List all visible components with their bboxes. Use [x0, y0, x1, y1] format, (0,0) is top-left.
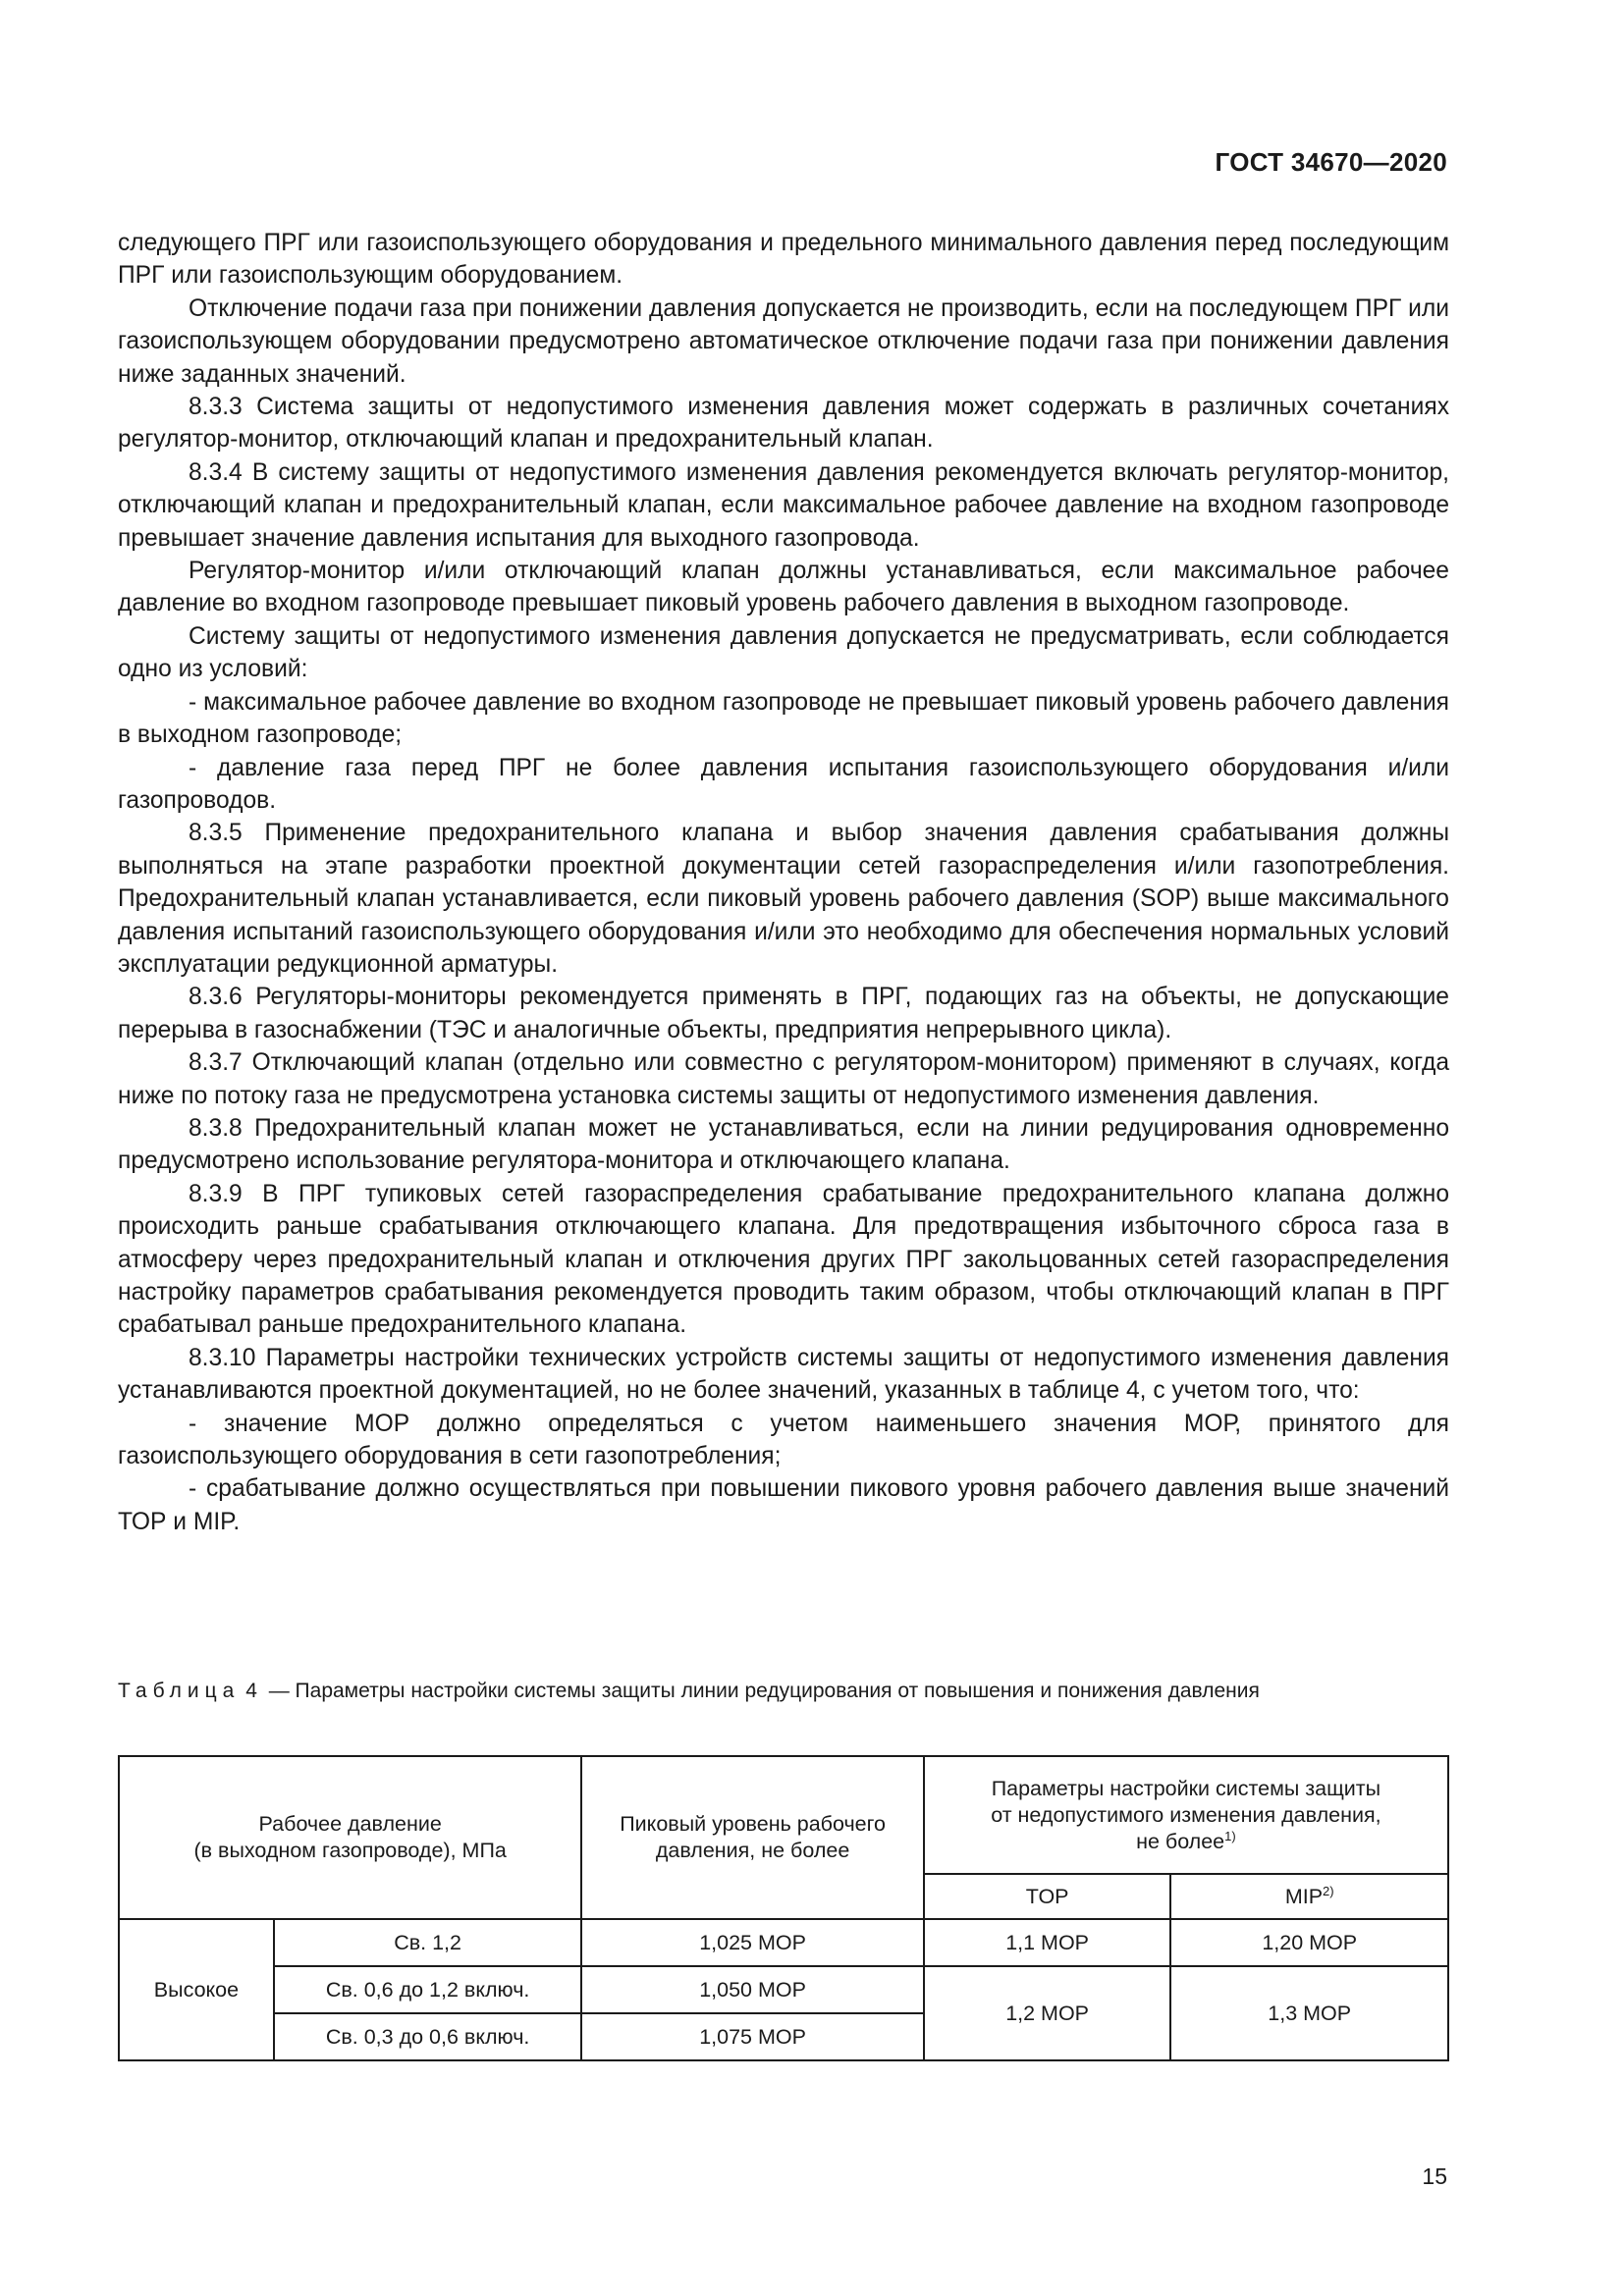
header-peak-level: Пиковый уровень рабочего давления, не более	[581, 1756, 923, 1919]
paragraph: 8.3.6 Регуляторы-мониторы рекомендуется применять в ПРГ, подающих газ на объекты, не допускающие перерыва в газоснабжении (ТЭС и аналогичные объекты, предприятия непрерывного цикла).	[118, 984, 1449, 1043]
paragraph: 8.3.8 Предохранительный клапан может не устанавливаться, если на линии редуцирования одновременно предусмотрено использование регулятора-монитора и отключающего клапана.	[118, 1114, 1449, 1175]
pressure-range-cell: Св. 0,6 до 1,2 включ.	[274, 1966, 581, 2013]
top-cell: 1,1 MOP	[924, 1919, 1171, 1966]
list-item: - значение МОР должно определяться с учетом наименьшего значения МОР, принятого для газоиспользующего оборудования в сети газопотребления;	[118, 1410, 1449, 1470]
paragraph: Отключение подачи газа при понижении давления допускается не производить, если на последующем ПРГ или газоиспользующем оборудовании предусмотрено автоматическое отключение подачи газа при понижении давления ниже заданных значений.	[118, 294, 1449, 388]
header-mip-text: MIP	[1284, 1884, 1324, 1908]
header-top: TOP	[924, 1874, 1171, 1919]
header-protection-settings	[924, 1756, 1448, 1874]
mip-cell: 1,20 MOP	[1170, 1919, 1448, 1966]
parameters-table	[118, 1755, 1449, 2061]
pressure-group-cell: Высокое	[119, 1919, 274, 2060]
body-text	[118, 227, 1449, 1538]
peak-level-cell: 1,075 MOP	[581, 2013, 923, 2060]
paragraph: 8.3.7 Отключающий клапан (отдельно или совместно с регулятором-монитором) применяют в случаях, когда ниже по потоку газа не предусмотрена установка системы защиты от недопустимого изменения давления.	[118, 1049, 1449, 1109]
top-cell: 1,2 MOP	[924, 1966, 1171, 2060]
peak-level-cell: 1,025 MOP	[581, 1919, 923, 1966]
list-item: - максимальное рабочее давление во входном газопроводе не превышает пиковый уровень рабочего давления в выходном газопроводе;	[118, 688, 1449, 749]
peak-level-cell: 1,050 MOP	[581, 1966, 923, 2013]
table-row	[119, 1966, 1448, 2013]
mip-cell: 1,3 MOP	[1170, 1966, 1448, 2060]
list-item: - давление газа перед ПРГ не более давления испытания газоиспользующего оборудования и/или газопроводов.	[118, 754, 1449, 814]
footnote-ref-1: 1)	[1224, 1828, 1236, 1843]
paragraph: Систему защиты от недопустимого изменения давления допускается не предусматривать, если соблюдается одно из условий:	[118, 622, 1449, 683]
document-code: ГОСТ 34670—2020	[1215, 147, 1447, 177]
paragraph: 8.3.10 Параметры настройки технических устройств системы защиты от недопустимого изменения давления устанавливаются проектной документацией, но не более значений, указанных в таблице 4, с учетом того, что:	[118, 1344, 1449, 1405]
footnote-ref-2: 2)	[1323, 1883, 1334, 1898]
page-number: 15	[1422, 2163, 1447, 2189]
table-row	[119, 1919, 1448, 1966]
header-working-pressure: Рабочее давление (в выходном газопроводе), МПа	[119, 1756, 581, 1919]
table-caption-text: — Параметры настройки системы защиты линии редуцирования от повышения и понижения давления	[262, 1680, 1260, 1702]
list-item: - срабатывание должно осуществляться при повышении пикового уровня рабочего давления выше значений ТОР и MIP.	[118, 1475, 1449, 1535]
pressure-range-cell: Св. 0,3 до 0,6 включ.	[274, 2013, 581, 2060]
paragraph: 8.3.5 Применение предохранительного клапана и выбор значения давления срабатывания должны выполняться на этапе разработки проектной документации сетей газораспределения и/или газопотребления. Предохранительный клапан устанавливается, если пиковый уровень рабочего давления (SOP) выше максимального давления испытаний газоиспользующего оборудования и/или это необходимо для обеспечения нормальных условий эксплуатации редукционной арматуры.	[118, 820, 1449, 978]
table-caption	[118, 1677, 1449, 1705]
table-caption-number: 4	[245, 1680, 263, 1702]
paragraph: Регулятор-монитор и/или отключающий клапан должны устанавливаться, если максимальное рабочее давление во входном газопроводе превышает пиковый уровень рабочего давления в выходном газопроводе.	[118, 558, 1449, 617]
paragraph: 8.3.4 В систему защиты от недопустимого изменения давления рекомендуется включать регулятор-монитор, отключающий клапан и предохранительный клапан, если максимальное рабочее давление на входном газопроводе превышает значение давления испытания для выходного газопровода.	[118, 458, 1449, 552]
header-mip	[1170, 1874, 1448, 1919]
pressure-range-cell: Св. 1,2	[274, 1919, 581, 1966]
paragraph: следующего ПРГ или газоиспользующего оборудования и предельного минимального давления перед последующим ПРГ или газоиспользующим оборудованием.	[118, 230, 1449, 290]
paragraph: 8.3.9 В ПРГ тупиковых сетей газораспределения срабатывание предохранительного клапана должно происходить раньше срабатывания отключающего клапана. Для предотвращения избыточного сброса газа в атмосферу через предохранительный клапан и отключения других ПРГ закольцованных сетей газораспределения настройку параметров срабатывания рекомендуется проводить таким образом, чтобы отключающий клапан в ПРГ срабатывал раньше предохранительного клапана.	[118, 1180, 1449, 1339]
header-protection-settings-text: Параметры настройки системы защиты от недопустимого изменения давления, не более	[991, 1776, 1381, 1853]
table-caption-label: Таблица	[118, 1680, 241, 1702]
paragraph: 8.3.3 Система защиты от недопустимого изменения давления может содержать в различных сочетаниях регулятор-монитор, отключающий клапан и предохранительный клапан.	[118, 394, 1449, 454]
